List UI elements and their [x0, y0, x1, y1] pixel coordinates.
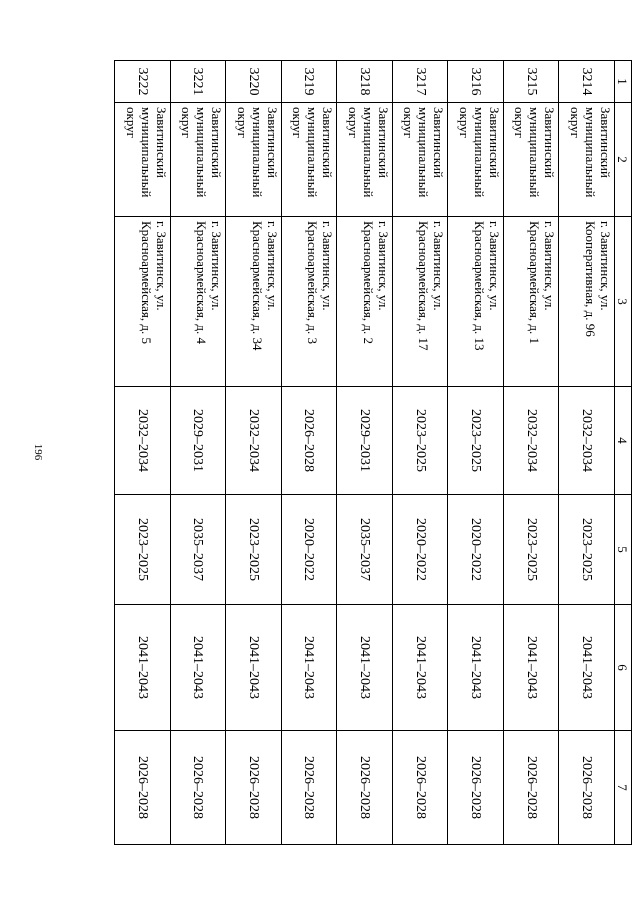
district-cell: Завитинский муниципальный округ — [337, 103, 393, 217]
period-cell-5: 2035–2037 — [337, 495, 393, 605]
period-cell-4: 2029–2031 — [337, 387, 393, 495]
period-cell-5: 2023–2025 — [115, 495, 171, 605]
table-row — [337, 61, 393, 845]
district-cell: Завитинский муниципальный округ — [503, 103, 559, 217]
row-number: 3214 — [559, 61, 615, 103]
period-cell-7: 2026–2028 — [559, 731, 615, 845]
row-number: 3218 — [337, 61, 393, 103]
period-cell-7: 2026–2028 — [226, 731, 282, 845]
data-table-container — [114, 60, 632, 844]
row-number: 3220 — [226, 61, 282, 103]
district-cell: Завитинский муниципальный округ — [448, 103, 504, 217]
row-number: 3221 — [170, 61, 226, 103]
address-cell: г. Завитинск, ул. Красноармейская, д. 4 — [170, 217, 226, 387]
period-cell-5: 2020–2022 — [448, 495, 504, 605]
column-header: 5 — [615, 495, 632, 605]
table-row — [226, 61, 282, 845]
period-cell-4: 2023–2025 — [392, 387, 448, 495]
table-row — [503, 61, 559, 845]
period-cell-5: 2023–2025 — [503, 495, 559, 605]
period-cell-4: 2023–2025 — [448, 387, 504, 495]
period-cell-7: 2026–2028 — [170, 731, 226, 845]
district-cell: Завитинский муниципальный округ — [170, 103, 226, 217]
row-number: 3219 — [281, 61, 337, 103]
district-cell: Завитинский муниципальный округ — [392, 103, 448, 217]
row-number: 3222 — [115, 61, 171, 103]
period-cell-7: 2026–2028 — [337, 731, 393, 845]
period-cell-5: 2020–2022 — [392, 495, 448, 605]
period-cell-5: 2023–2025 — [226, 495, 282, 605]
column-header: 4 — [615, 387, 632, 495]
column-header: 2 — [615, 103, 632, 217]
address-cell: г. Завитинск, ул. Красноармейская, д. 13 — [448, 217, 504, 387]
address-cell: г. Завитинск, ул. Красноармейская, д. 3 — [281, 217, 337, 387]
period-cell-7: 2026–2028 — [281, 731, 337, 845]
header-row — [615, 61, 632, 845]
column-header: 6 — [615, 605, 632, 731]
data-table — [114, 60, 632, 845]
period-cell-7: 2026–2028 — [503, 731, 559, 845]
period-cell-4: 2026–2028 — [281, 387, 337, 495]
row-number: 3216 — [448, 61, 504, 103]
column-header: 7 — [615, 731, 632, 845]
period-cell-6: 2041–2043 — [115, 605, 171, 731]
table-row — [170, 61, 226, 845]
district-cell: Завитинский муниципальный округ — [115, 103, 171, 217]
address-cell: г. Завитинск, ул. Красноармейская, д. 1 — [503, 217, 559, 387]
period-cell-6: 2041–2043 — [503, 605, 559, 731]
address-cell: г. Завитинск, ул. Красноармейская, д. 2 — [337, 217, 393, 387]
period-cell-5: 2035–2037 — [170, 495, 226, 605]
period-cell-6: 2041–2043 — [170, 605, 226, 731]
district-cell: Завитинский муниципальный округ — [559, 103, 615, 217]
address-cell: г. Завитинск, ул. Красноармейская, д. 34 — [226, 217, 282, 387]
district-cell: Завитинский муниципальный округ — [226, 103, 282, 217]
address-cell: г. Завитинск, ул. Красноармейская, д. 5 — [115, 217, 171, 387]
period-cell-4: 2032–2034 — [226, 387, 282, 495]
column-header: 3 — [615, 217, 632, 387]
period-cell-6: 2041–2043 — [337, 605, 393, 731]
row-number: 3217 — [392, 61, 448, 103]
address-cell: г. Завитинск, ул. Красноармейская, д. 17 — [392, 217, 448, 387]
period-cell-7: 2026–2028 — [392, 731, 448, 845]
period-cell-6: 2041–2043 — [448, 605, 504, 731]
period-cell-6: 2041–2043 — [392, 605, 448, 731]
row-number: 3215 — [503, 61, 559, 103]
page-number: 196 — [32, 443, 44, 461]
period-cell-5: 2023–2025 — [559, 495, 615, 605]
period-cell-7: 2026–2028 — [448, 731, 504, 845]
period-cell-6: 2041–2043 — [281, 605, 337, 731]
period-cell-6: 2041–2043 — [559, 605, 615, 731]
period-cell-7: 2026–2028 — [115, 731, 171, 845]
period-cell-4: 2032–2034 — [115, 387, 171, 495]
table-row — [392, 61, 448, 845]
table-row — [559, 61, 615, 845]
table-row — [448, 61, 504, 845]
address-cell: г. Завитинск, ул. Кооперативная, д. 96 — [559, 217, 615, 387]
period-cell-4: 2032–2034 — [503, 387, 559, 495]
period-cell-6: 2041–2043 — [226, 605, 282, 731]
table-row — [281, 61, 337, 845]
period-cell-4: 2032–2034 — [559, 387, 615, 495]
column-header: 1 — [615, 61, 632, 103]
period-cell-5: 2020–2022 — [281, 495, 337, 605]
period-cell-4: 2029–2031 — [170, 387, 226, 495]
table-row — [115, 61, 171, 845]
district-cell: Завитинский муниципальный округ — [281, 103, 337, 217]
